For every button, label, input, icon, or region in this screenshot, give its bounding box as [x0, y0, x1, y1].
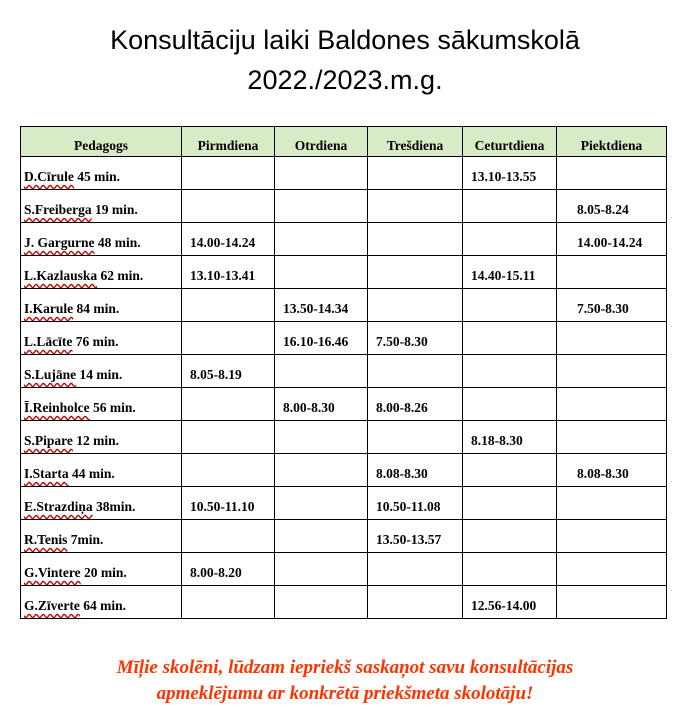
time-cell: 10.50-11.08	[368, 487, 463, 520]
teacher-name: D.Cīrule	[24, 169, 74, 184]
table-row	[21, 289, 667, 322]
table-row	[21, 322, 667, 355]
time-cell	[275, 157, 368, 190]
teacher-name: J. Gargurne	[24, 235, 95, 250]
time-cell: 13.10-13.41	[182, 256, 275, 289]
time-cell: 8.00-8.20	[182, 553, 275, 586]
teacher-duration: 64 min.	[83, 598, 126, 613]
header-cell: Pedagogs	[21, 127, 182, 157]
time-cell	[368, 223, 463, 256]
time-cell	[275, 256, 368, 289]
teacher-name: L.Kazlauska	[24, 268, 98, 283]
time-cell	[463, 487, 557, 520]
header-cell: Pirmdiena	[182, 127, 275, 157]
time-cell: 14.40-15.11	[463, 256, 557, 289]
teacher-cell	[21, 190, 182, 223]
school-year: 2022./2023.m.g.	[247, 65, 443, 95]
time-cell	[275, 355, 368, 388]
time-cell	[182, 289, 275, 322]
teacher-cell	[21, 322, 182, 355]
teacher-duration: 45 min.	[77, 169, 121, 184]
time-cell	[557, 388, 667, 421]
teacher-name: L.Lācīte	[24, 334, 73, 349]
time-cell	[368, 421, 463, 454]
header-cell: Trešdiena	[368, 127, 463, 157]
notice-line: Mīļie skolēni, lūdzam iepriekš saskaņot savu konsultācijas	[116, 657, 574, 678]
time-cell: 13.50-14.34	[275, 289, 368, 322]
teacher-cell	[21, 355, 182, 388]
time-cell	[275, 223, 368, 256]
time-cell	[557, 553, 667, 586]
time-cell	[182, 157, 275, 190]
time-cell	[557, 520, 667, 553]
time-cell: 8.18-8.30	[463, 421, 557, 454]
time-cell	[557, 322, 667, 355]
table-row	[21, 190, 667, 223]
time-cell	[368, 289, 463, 322]
time-cell	[463, 190, 557, 223]
time-cell	[368, 355, 463, 388]
teacher-name: I.Starta	[24, 466, 69, 481]
teacher-name: I.Karule	[24, 301, 74, 316]
time-cell: 8.00-8.30	[275, 388, 368, 421]
time-cell: 13.50-13.57	[368, 520, 463, 553]
teacher-duration: 44 min.	[72, 466, 115, 481]
time-cell	[275, 421, 368, 454]
teacher-name: Ī.Reinholce	[24, 400, 90, 415]
notice-line: apmeklējumu ar konkrētā priekšmeta skolotāju!	[156, 683, 534, 704]
time-cell	[275, 454, 368, 487]
time-cell: 14.00-14.24	[182, 223, 275, 256]
header-cell: Otrdiena	[275, 127, 368, 157]
time-cell	[463, 520, 557, 553]
teacher-cell	[21, 289, 182, 322]
time-cell	[275, 586, 368, 619]
time-cell: 12.56-14.00	[463, 586, 557, 619]
teacher-duration: 38min.	[96, 499, 136, 514]
teacher-name: S.Pipare	[24, 433, 73, 448]
teacher-duration: 12 min.	[76, 433, 120, 448]
time-cell	[557, 421, 667, 454]
teacher-duration: 62 min.	[100, 268, 144, 283]
time-cell	[368, 157, 463, 190]
time-cell	[368, 586, 463, 619]
teacher-cell	[21, 421, 182, 454]
table-row	[21, 487, 667, 520]
table-row	[21, 586, 667, 619]
time-cell	[275, 520, 368, 553]
time-cell	[182, 190, 275, 223]
time-cell	[557, 157, 667, 190]
time-cell: 16.10-16.46	[275, 322, 368, 355]
time-cell: 8.08-8.30	[368, 454, 463, 487]
time-cell	[463, 553, 557, 586]
table-row	[21, 454, 667, 487]
time-cell	[463, 289, 557, 322]
teacher-name: E.Strazdiņa	[24, 499, 93, 514]
time-cell	[557, 355, 667, 388]
table-row	[21, 520, 667, 553]
time-cell	[182, 388, 275, 421]
table-row	[21, 355, 667, 388]
teacher-cell	[21, 487, 182, 520]
time-cell	[182, 421, 275, 454]
teacher-cell	[21, 256, 182, 289]
teacher-name: G.Vintere	[24, 565, 81, 580]
table-row	[21, 421, 667, 454]
teacher-duration: 48 min.	[97, 235, 141, 250]
time-cell	[463, 223, 557, 256]
time-cell: 14.00-14.24	[557, 223, 667, 256]
teacher-duration: 56 min.	[93, 400, 136, 415]
time-cell	[275, 190, 368, 223]
teacher-cell	[21, 223, 182, 256]
teacher-cell	[21, 388, 182, 421]
table-row	[21, 553, 667, 586]
teacher-name: G.Zīverte	[24, 598, 80, 613]
time-cell: 7.50-8.30	[557, 289, 667, 322]
time-cell	[368, 190, 463, 223]
time-cell	[182, 586, 275, 619]
teacher-name: R.Tenis	[24, 532, 68, 547]
time-cell	[557, 586, 667, 619]
teacher-duration: 14 min.	[79, 367, 123, 382]
teacher-duration: 20 min.	[84, 565, 127, 580]
notice-text	[0, 655, 690, 707]
teacher-duration: 84 min.	[76, 301, 120, 316]
table-row	[21, 223, 667, 256]
time-cell	[368, 256, 463, 289]
time-cell: 8.05-8.19	[182, 355, 275, 388]
time-cell: 8.00-8.26	[368, 388, 463, 421]
consultation-table	[20, 126, 667, 619]
time-cell	[463, 355, 557, 388]
time-cell: 7.50-8.30	[368, 322, 463, 355]
table-row	[21, 256, 667, 289]
time-cell	[182, 322, 275, 355]
header-cell: Ceturtdiena	[463, 127, 557, 157]
time-cell	[275, 553, 368, 586]
time-cell	[557, 256, 667, 289]
teacher-duration: 76 min.	[75, 334, 119, 349]
time-cell	[368, 553, 463, 586]
time-cell	[182, 520, 275, 553]
table-row	[21, 157, 667, 190]
teacher-name: S.Lujāne	[24, 367, 77, 382]
teacher-duration: 19 min.	[95, 202, 138, 217]
page-title: Konsultāciju laiki Baldones sākumskolā	[110, 25, 580, 55]
time-cell: 13.10-13.55	[463, 157, 557, 190]
time-cell: 10.50-11.10	[182, 487, 275, 520]
teacher-cell	[21, 553, 182, 586]
time-cell	[463, 388, 557, 421]
header-cell: Piektdiena	[557, 127, 667, 157]
teacher-name: S.Freiberga	[24, 202, 92, 217]
time-cell	[463, 322, 557, 355]
teacher-cell	[21, 520, 182, 553]
time-cell	[463, 454, 557, 487]
teacher-duration: 7min.	[70, 532, 104, 547]
time-cell	[275, 487, 368, 520]
table-row	[21, 388, 667, 421]
teacher-cell	[21, 157, 182, 190]
teacher-cell	[21, 586, 182, 619]
time-cell	[557, 487, 667, 520]
time-cell: 8.08-8.30	[557, 454, 667, 487]
table-header-row	[21, 127, 667, 157]
time-cell	[182, 454, 275, 487]
time-cell: 8.05-8.24	[557, 190, 667, 223]
teacher-cell	[21, 454, 182, 487]
